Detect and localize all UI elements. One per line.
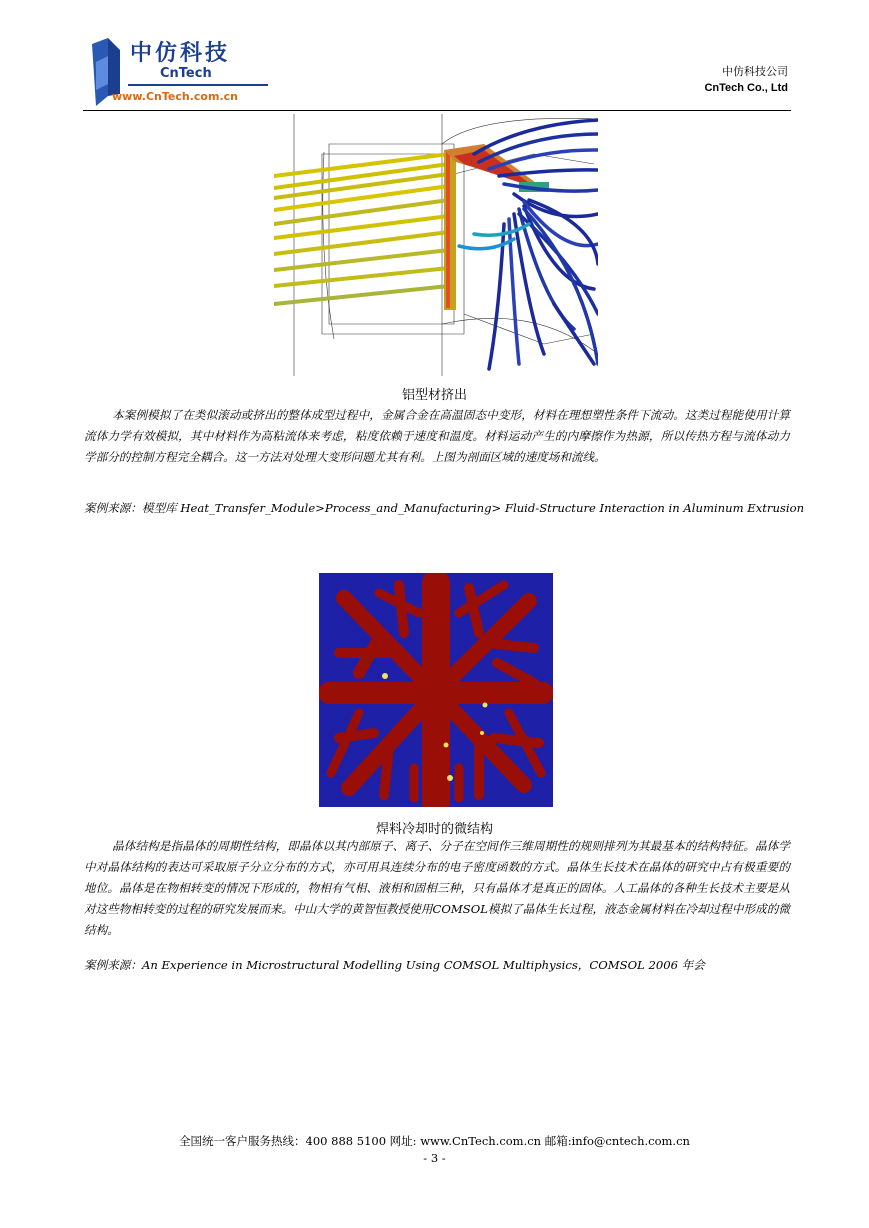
- figure2-paragraph-text: 晶体结构是指晶体的周期性结构，即晶体以其内部原子、离子、分子在空间作三维周期性的规则排列为其最基本的结构特征。晶体学中对晶体结构的表达可采取原子分立分布的方式，亦可用具连续分布的电子密度函数的方式。晶体生长技术在晶体的研究中占有极重要的地位。晶体是在物相转变的情况下形成的，物相有气相、液相和固相三种，只有晶体才是真正的固体。人工晶体的各种生长技术主要是从对这些物相转变的过程的研究发展而来。中山大学的黄智恒教授使用COMSOL模拟了晶体生长过程，液态金属材料在冷却过程中形成的微结构。: [84, 839, 790, 937]
- logo-english-name: CnTech: [160, 66, 212, 81]
- logo-chinese-name: 中仿科技: [130, 41, 231, 66]
- figure2-source: 案例来源：An Experience in Microstructural Modelling Using COMSOL Multiphysics，COMSOL 2006 年会: [84, 958, 705, 972]
- figure2-caption: 焊料冷却时的微结构: [375, 822, 493, 837]
- figure1-paragraph-text: 本案例模拟了在类似滚动或挤出的整体成型过程中，金属合金在高温固态中变形，材料在理想塑性条件下流动。这类过程能使用计算流体力学有效模拟，其中材料作为高粘流体来考虑，粘度依赖于速度和温度。材料运动产生的内摩擦作为热源，所以传热方程与流体动力学部分的控制方程完全耦合。这一方法对处理大变形问题尤其有利。上图为剖面区域的速度场和流线。: [84, 408, 790, 464]
- figure1-source: 案例来源：模型库 Heat_Transfer_Module>Process_and_Manufacturing> Fluid-Structure Interaction in Aluminum Extrusion: [84, 501, 805, 515]
- company-name-en: CnTech Co., Ltd: [704, 82, 788, 94]
- company-name-cn: 中仿科技公司: [722, 66, 788, 78]
- footer-contact: 全国统一客户服务热线：400 888 5100 网址: www.CnTech.com.cn 邮箱:info@cntech.com.cn: [179, 1134, 690, 1148]
- company-logo: [86, 36, 276, 108]
- extrusion-figure: [274, 114, 598, 376]
- header-company: [704, 64, 788, 96]
- header-divider: [83, 110, 791, 111]
- figure1-description: [84, 405, 790, 468]
- figure2-description: [84, 836, 790, 941]
- logo-url: www.CnTech.com.cn: [112, 90, 238, 103]
- figure1-caption: 铝型材挤出: [401, 388, 467, 403]
- microstructure-figure: [319, 573, 553, 807]
- extrusion-streamline-image: [274, 114, 598, 376]
- page-number: - 3 -: [423, 1151, 446, 1165]
- dendrite-microstructure-image: [319, 573, 553, 807]
- logo-divider: [128, 84, 268, 86]
